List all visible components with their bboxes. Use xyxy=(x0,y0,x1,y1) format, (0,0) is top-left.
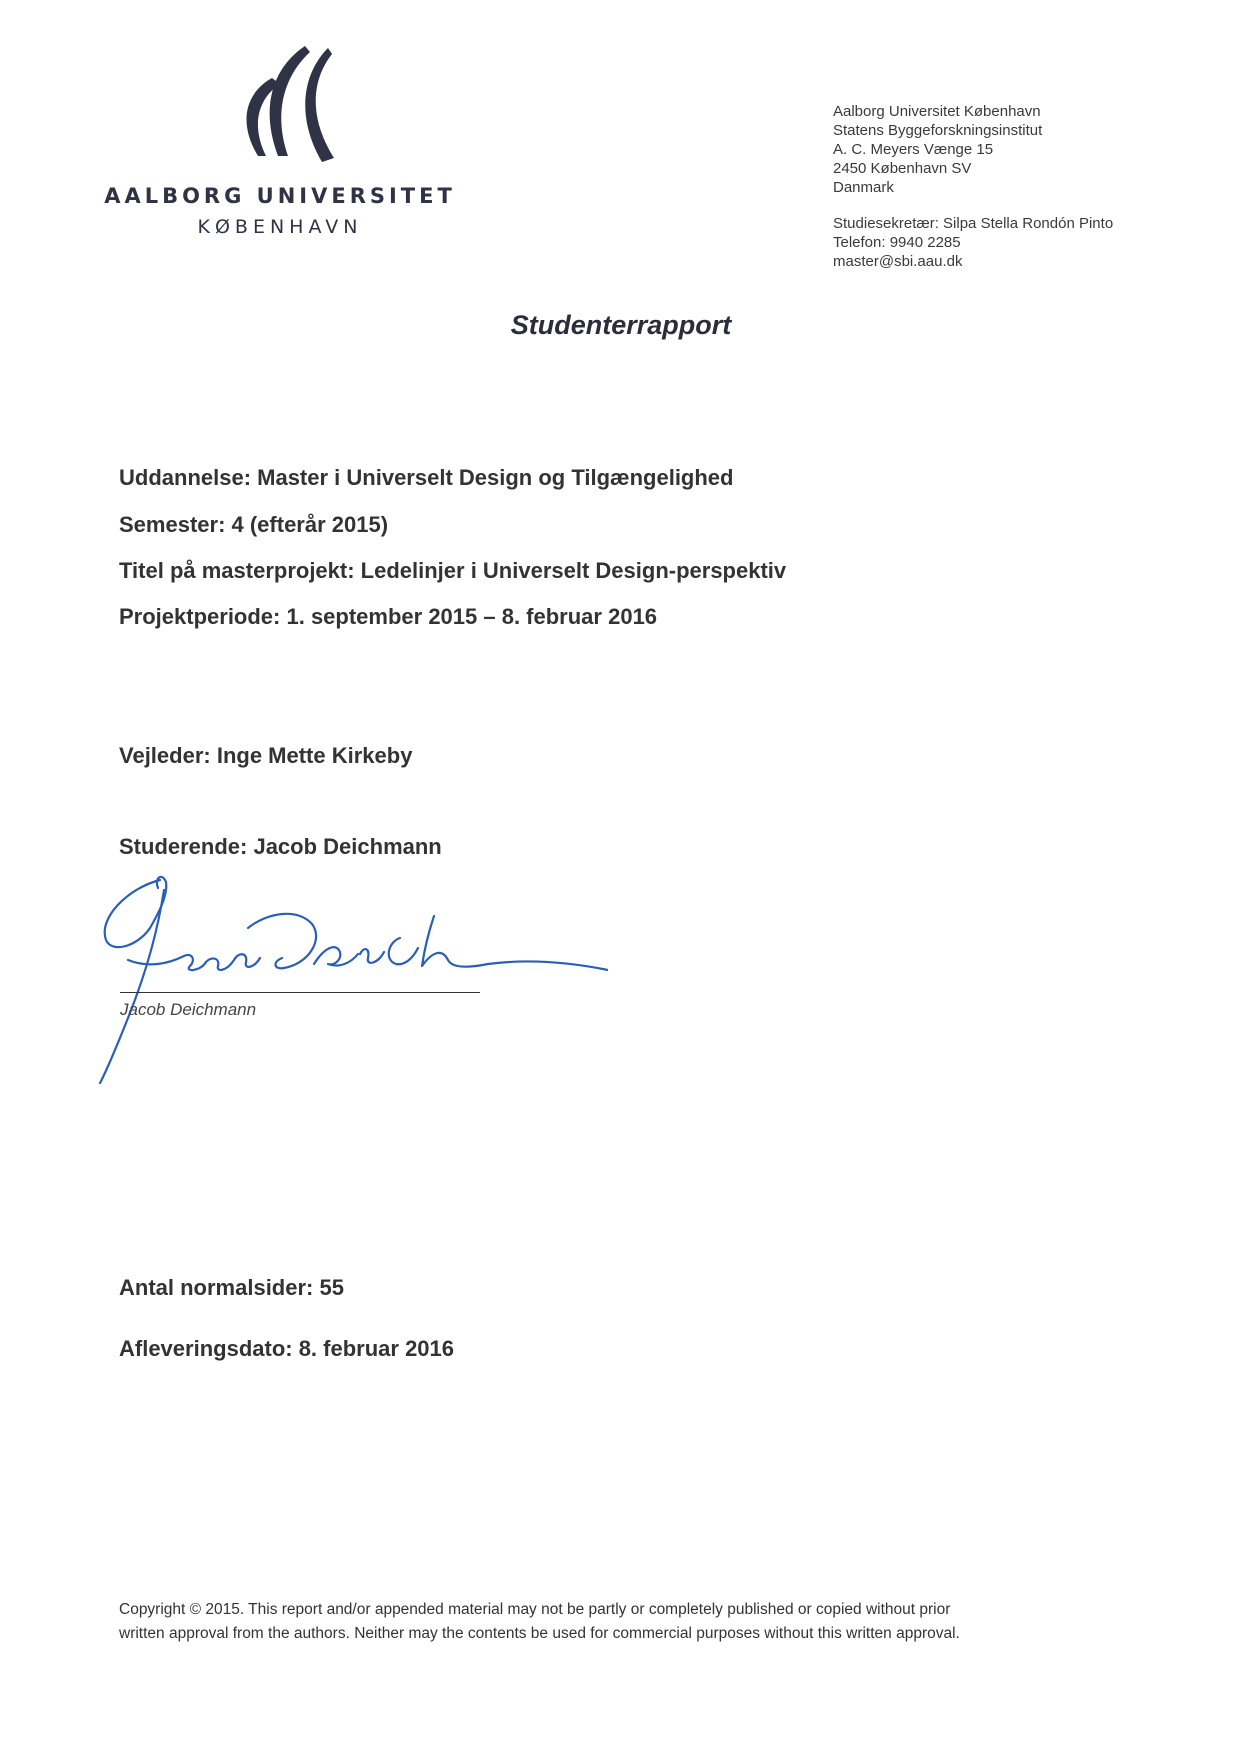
field-semester: Semester: 4 (efterår 2015) xyxy=(119,512,389,537)
field-studerende: Studerende: Jacob Deichmann xyxy=(119,834,442,859)
field-afleveringsdato: Afleveringsdato: 8. februar 2016 xyxy=(119,1336,455,1361)
address-block xyxy=(833,102,1213,271)
copyright-line: Copyright © 2015. This report and/or appended material may not be partly or completely published or copied without prior xyxy=(119,1601,951,1618)
contact-email: master@sbi.aau.dk xyxy=(833,253,963,270)
copyright-line: written approval from the authors. Neither may the contents be used for commercial purposes without this written approval. xyxy=(119,1625,960,1642)
field-projektperiode: Projektperiode: 1. september 2015 – 8. februar 2016 xyxy=(119,604,658,629)
aau-logo-icon xyxy=(210,38,350,168)
field-normalsider: Antal normalsider: 55 xyxy=(119,1275,344,1300)
signature-line xyxy=(120,992,480,993)
university-city: KØBENHAVN xyxy=(197,216,363,238)
address-line: Aalborg Universitet København xyxy=(833,103,1041,120)
signature-icon xyxy=(88,868,608,1098)
address-line: Danmark xyxy=(833,179,894,196)
address-line: A. C. Meyers Vænge 15 xyxy=(833,141,994,158)
university-logo-block xyxy=(100,38,460,238)
field-vejleder: Vejleder: Inge Mette Kirkeby xyxy=(119,743,413,768)
copyright-notice xyxy=(119,1598,1119,1646)
document-title: Studenterrapport xyxy=(510,310,732,340)
address-line: 2450 København SV xyxy=(833,160,972,177)
signature-printed-name: Jacob Deichmann xyxy=(120,1000,257,1019)
university-name: AALBORG UNIVERSITET xyxy=(104,184,456,208)
address-line: Statens Byggeforskningsinstitut xyxy=(833,122,1043,139)
field-titel: Titel på masterprojekt: Ledelinjer i Universelt Design-perspektiv xyxy=(119,558,787,583)
contact-phone: Telefon: 9940 2285 xyxy=(833,234,961,251)
contact-secretary: Studiesekretær: Silpa Stella Rondón Pinto xyxy=(833,215,1114,232)
field-uddannelse: Uddannelse: Master i Universelt Design og Tilgængelighed xyxy=(119,465,734,490)
